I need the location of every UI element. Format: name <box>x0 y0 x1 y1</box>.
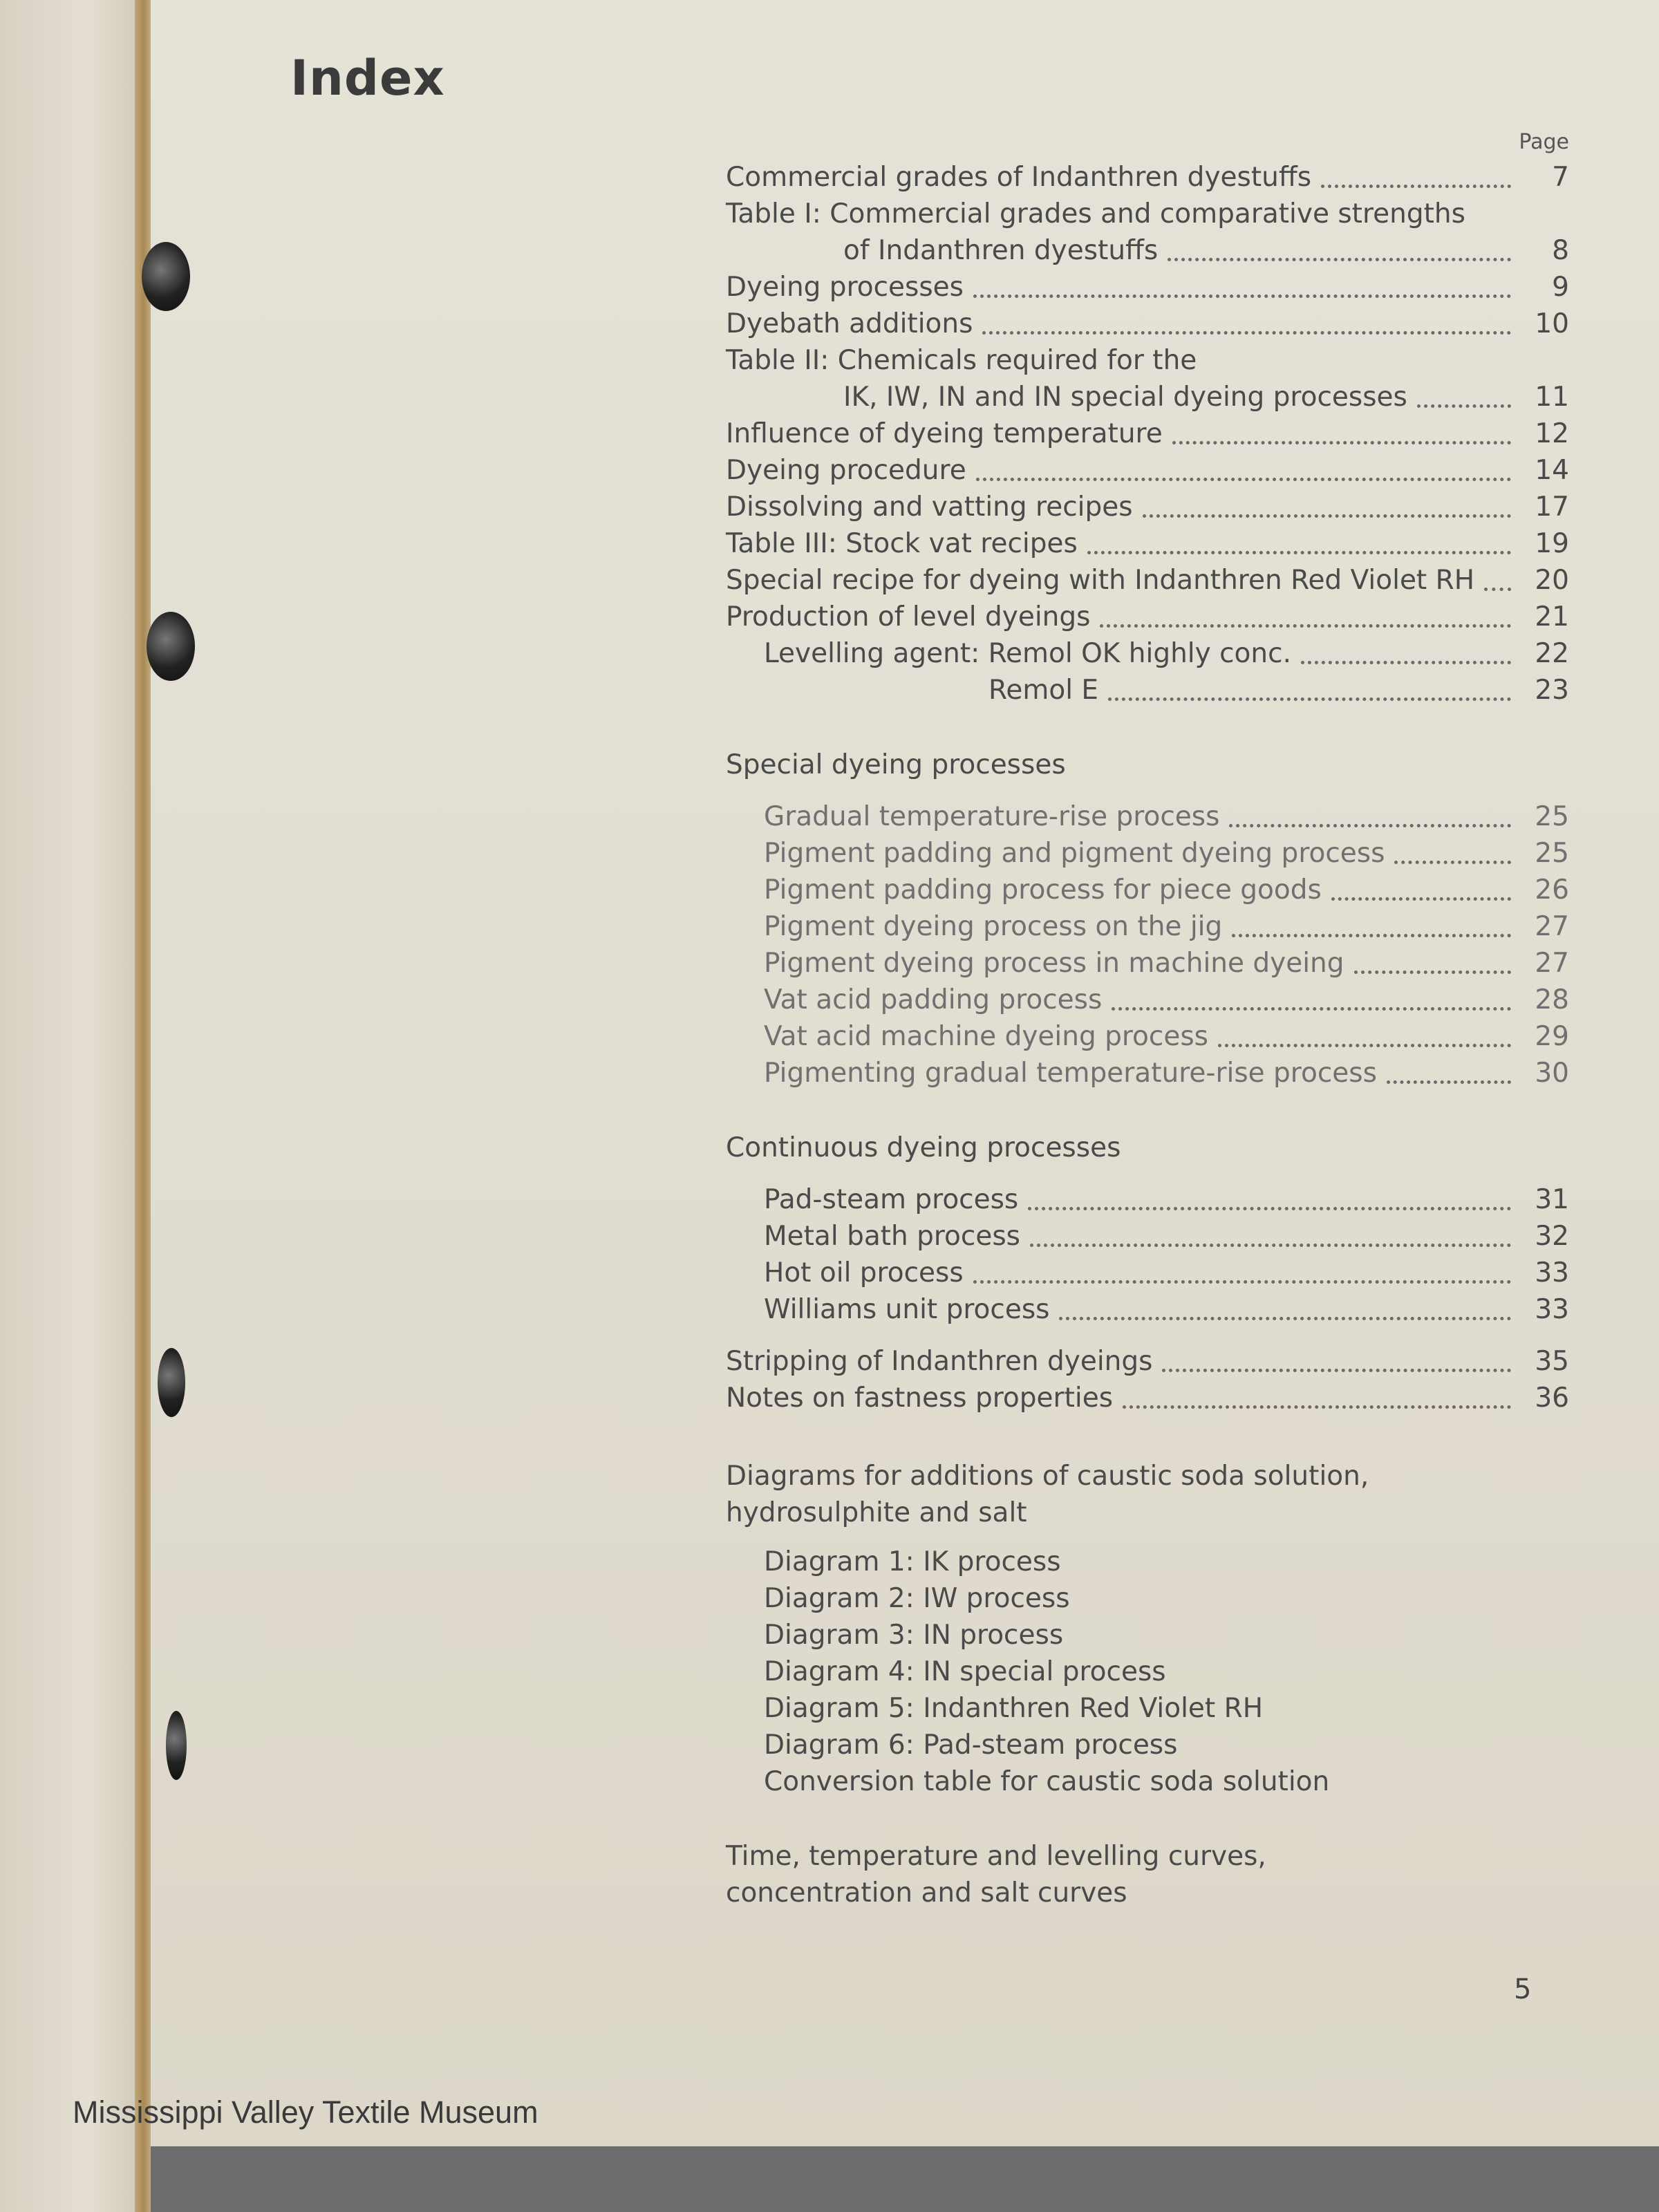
diagrams-heading-line: Diagrams for additions of caustic soda solution, <box>726 1461 1369 1492</box>
leader-dots <box>1394 861 1511 864</box>
index-subentry <box>764 835 1569 872</box>
entry-page: 27 <box>1535 911 1569 942</box>
leader-dots <box>1030 1244 1511 1247</box>
leader-dots <box>1229 824 1511 827</box>
entry-page: 29 <box>1535 1021 1569 1052</box>
diagram-item: Diagram 6: Pad-steam process <box>764 1730 1178 1761</box>
leader-dots <box>1100 624 1511 628</box>
entry-page: 7 <box>1552 162 1569 193</box>
leader-dots <box>973 1280 1511 1284</box>
index-entry <box>726 1343 1569 1380</box>
leader-dots <box>976 478 1511 481</box>
entry-page: 11 <box>1535 382 1569 413</box>
leader-dots <box>1059 1317 1511 1320</box>
entry-text: Table III: Stock vat recipes <box>726 528 1078 559</box>
leader-dots <box>1218 1044 1511 1047</box>
entry-text: Dyebath additions <box>726 308 973 339</box>
left-page <box>0 0 149 2212</box>
binder-ring <box>142 242 190 311</box>
entry-page: 26 <box>1535 874 1569 906</box>
entry-page: 33 <box>1535 1294 1569 1325</box>
entry-text: Metal bath process <box>764 1221 1020 1252</box>
entry-page: 23 <box>1535 675 1569 706</box>
entry-text: Table I: Commercial grades and comparative strengths <box>726 198 1465 229</box>
index-entry-continuation <box>726 379 1569 415</box>
entry-page: 12 <box>1535 418 1569 449</box>
watermark-caption: Mississippi Valley Textile Museum <box>73 2094 538 2130</box>
leader-dots <box>1123 1405 1511 1409</box>
leader-dots <box>1232 934 1511 937</box>
entry-page: 28 <box>1535 984 1569 1015</box>
entry-text: Vat acid padding process <box>764 984 1103 1015</box>
leader-dots <box>1172 441 1511 444</box>
entry-text: Production of level dyeings <box>726 601 1091 632</box>
entry-text: Pigmenting gradual temperature-rise process <box>764 1058 1377 1089</box>
diagram-item: Diagram 3: IN process <box>764 1620 1064 1651</box>
entry-text: Table II: Chemicals required for the <box>726 345 1197 376</box>
index-subentry <box>764 1055 1569 1091</box>
page-number: 5 <box>1514 1974 1532 2005</box>
entry-text: Dyeing procedure <box>726 455 966 486</box>
entry-text: Dissolving and vatting recipes <box>726 491 1133 523</box>
leader-dots <box>1087 551 1511 554</box>
entry-page: 27 <box>1535 948 1569 979</box>
index-subentry <box>764 1255 1569 1291</box>
curves-heading <box>726 1838 1569 1911</box>
diagrams-heading-line: hydrosulphite and salt <box>726 1497 1027 1528</box>
index-entry <box>726 452 1569 489</box>
page-column-label: Page <box>1519 130 1569 154</box>
entry-page: 20 <box>1535 565 1569 596</box>
index-entry <box>726 1380 1569 1416</box>
index-subentry <box>764 872 1569 908</box>
entry-text: Dyeing processes <box>726 272 964 303</box>
leader-dots <box>1321 185 1511 188</box>
leader-dots <box>1108 697 1511 701</box>
leader-dots <box>1168 258 1511 261</box>
diagrams-heading <box>726 1458 1569 1531</box>
diagram-item: Conversion table for caustic soda solution <box>764 1766 1330 1797</box>
leader-dots <box>1331 897 1511 901</box>
entry-page: 30 <box>1535 1058 1569 1089</box>
entry-page: 31 <box>1535 1184 1569 1215</box>
diagram-item: Diagram 4: IN special process <box>764 1656 1166 1687</box>
page-title: Index <box>290 50 445 106</box>
index-entry <box>726 269 1569 306</box>
leader-dots <box>1301 661 1511 664</box>
diagram-item: Diagram 5: Indanthren Red Violet RH <box>764 1693 1264 1724</box>
index-subentry <box>764 1018 1569 1055</box>
index-entry <box>726 489 1569 525</box>
entry-text: Gradual temperature-rise process <box>764 801 1220 832</box>
entry-page: 35 <box>1535 1346 1569 1377</box>
curves-line: Time, temperature and levelling curves, <box>726 1841 1266 1872</box>
binder-ring <box>147 612 195 681</box>
index-entry <box>726 599 1569 635</box>
entry-text: Levelling agent: Remol OK highly conc. <box>764 638 1291 669</box>
index-subentry <box>764 798 1569 835</box>
leader-dots <box>1354 971 1511 974</box>
index-subentry <box>726 635 1569 672</box>
index-subentry <box>764 908 1569 945</box>
entry-page: 25 <box>1535 838 1569 869</box>
index-subentry <box>726 672 1569 709</box>
leader-dots <box>1387 1080 1511 1084</box>
entry-text: Vat acid machine dyeing process <box>764 1021 1208 1052</box>
entry-text: Pigment dyeing process in machine dyeing <box>764 948 1344 979</box>
entry-text: Notes on fastness properties <box>726 1382 1114 1414</box>
entry-text: of Indanthren dyestuffs <box>843 235 1159 266</box>
curves-line: concentration and salt curves <box>726 1877 1127 1909</box>
entry-page: 17 <box>1535 491 1569 523</box>
entry-page: 22 <box>1535 638 1569 669</box>
entry-text: Remol E <box>988 675 1099 706</box>
entry-text: Special recipe for dyeing with Indanthren Red Violet RH <box>726 565 1475 596</box>
leader-dots <box>1028 1207 1511 1210</box>
section-heading-special: Special dyeing processes <box>726 749 1066 780</box>
leader-dots <box>1112 1007 1511 1011</box>
diagram-item: Diagram 1: IK process <box>764 1546 1061 1577</box>
entry-page: 33 <box>1535 1257 1569 1288</box>
index-entry <box>726 415 1569 452</box>
index-subentry <box>764 1291 1569 1328</box>
section-heading-continuous: Continuous dyeing processes <box>726 1132 1121 1163</box>
leader-dots <box>1143 514 1511 518</box>
leader-dots <box>1162 1369 1511 1372</box>
entry-page: 25 <box>1535 801 1569 832</box>
entry-text: IK, IW, IN and IN special dyeing processes <box>843 382 1407 413</box>
index-entry <box>726 159 1569 196</box>
entry-text: Williams unit process <box>764 1294 1050 1325</box>
diagram-item: Diagram 2: IW process <box>764 1583 1070 1614</box>
entry-page: 8 <box>1552 235 1569 266</box>
entry-page: 32 <box>1535 1221 1569 1252</box>
binder-ring <box>158 1348 185 1417</box>
entry-text: Pigment padding and pigment dyeing process <box>764 838 1385 869</box>
leader-dots <box>982 331 1511 335</box>
entry-text: Pigment padding process for piece goods <box>764 874 1322 906</box>
index-subentry <box>764 982 1569 1018</box>
entry-text: Influence of dyeing temperature <box>726 418 1163 449</box>
index-subentry <box>764 945 1569 982</box>
index-entry <box>726 306 1569 342</box>
entry-page: 10 <box>1535 308 1569 339</box>
index-group <box>726 1343 1569 1416</box>
continuous-processes-list <box>726 1181 1569 1328</box>
entry-text: Stripping of Indanthren dyeings <box>726 1346 1153 1377</box>
index-subentry <box>764 1218 1569 1255</box>
index-entry <box>726 196 1569 232</box>
entry-page: 9 <box>1552 272 1569 303</box>
special-processes-list <box>726 798 1569 1091</box>
entry-page: 14 <box>1535 455 1569 486</box>
entry-text: Pad-steam process <box>764 1184 1019 1215</box>
entry-page: 21 <box>1535 601 1569 632</box>
index-list <box>726 159 1569 1911</box>
index-entry <box>726 525 1569 562</box>
entry-page: 36 <box>1535 1382 1569 1414</box>
index-entry <box>726 342 1569 379</box>
entry-text: Commercial grades of Indanthren dyestuffs <box>726 162 1312 193</box>
entry-text: Hot oil process <box>764 1257 964 1288</box>
leader-dots <box>973 294 1511 298</box>
binder-ring <box>166 1711 187 1780</box>
table-surface <box>151 2146 1659 2212</box>
entry-text: Pigment dyeing process on the jig <box>764 911 1223 942</box>
leader-dots <box>1484 588 1511 591</box>
index-entry <box>726 562 1569 599</box>
diagrams-list <box>726 1544 1569 1800</box>
index-entry-continuation <box>726 232 1569 269</box>
leader-dots <box>1417 404 1511 408</box>
index-subentry <box>764 1181 1569 1218</box>
entry-page: 19 <box>1535 528 1569 559</box>
